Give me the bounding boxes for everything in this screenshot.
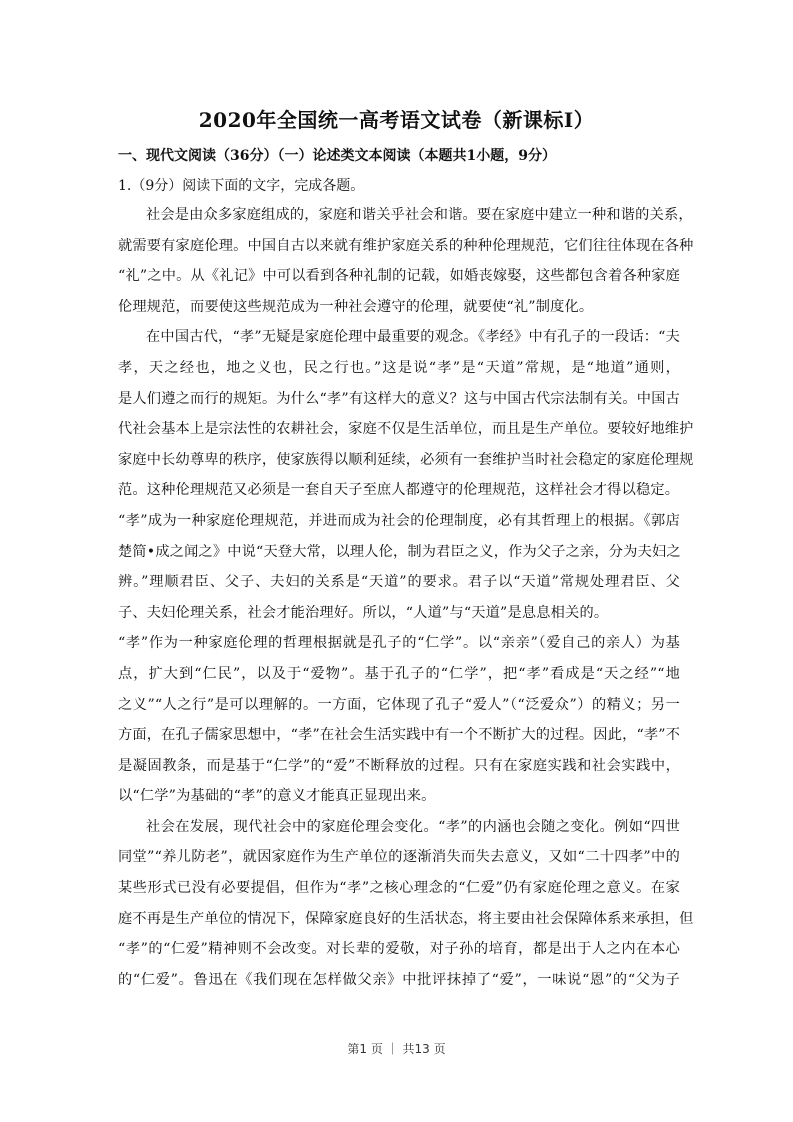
passage-line: 家庭中长幼尊卑的秩序，使家族得以顺利延续，必须有一套维护当时社会稳定的家庭伦理规 (118, 451, 694, 468)
passage-line: 是凝固教条，而是基于“仁学”的“爱”不断释放的过程。只有在家庭实践和社会实践中， (118, 757, 680, 774)
passage-line: 就需要有家庭伦理。中国自古以来就有维护家庭关系的种种伦理规范，它们往往体现在各种 (118, 237, 694, 254)
passage-line: 以“仁学”为基础的“孝”的意义才能真正显现出来。 (118, 788, 436, 805)
passage-line: 楚简•成之闻之》中说“天登大常，以理人伦，制为君臣之义，作为父子之亲，分为夫妇之 (118, 543, 681, 560)
passage-line: 点，扩大到“仁民”，以及于“爱物”。基于孔子的“仁学”，把“孝”看成是“天之经”“地 (118, 665, 680, 682)
passage-line: 之义”“人之行”是可以理解的。一方面，它体现了孔子“爱人”（“泛爱众”）的精义；另一 (118, 696, 680, 713)
passage-line: “孝”作为一种家庭伦理的哲理根据就是孔子的“仁学”。以“亲亲”（爱自己的亲人）为基 (118, 635, 680, 652)
passage-line: 方面，在孔子儒家思想中，“孝”在社会生活实践中有一个不断扩大的过程。因此，“孝”不 (118, 727, 681, 744)
passage-line: 在中国古代，“孝”无疑是家庭伦理中最重要的观念。《孝经》中有孔子的一段话：“夫 (146, 329, 680, 346)
passage-line: 社会是由众多家庭组成的，家庭和谐关乎社会和谐。要在家庭中建立一种和谐的关系， (146, 207, 693, 223)
section-heading: 一、现代文阅读（36分）（一）论述类文本阅读（本题共1小题，9分） (118, 148, 556, 164)
passage-line: 是人们遵之而行的规矩。为什么“孝”有这样大的意义？这与中国古代宗法制有关。中国古 (118, 390, 680, 407)
passage-line: “孝”成为一种家庭伦理规范，并进而成为社会的伦理制度，必有其哲理上的根据。《郭店 (118, 512, 680, 529)
passage-line: 社会在发展，现代社会中的家庭伦理会变化。“孝”的内涵也会随之变化。例如“四世 (146, 818, 680, 835)
passage-line: 孝，天之经也，地之义也，民之行也。”这是说“孝”是“天道”常规，是“地道”通则， (118, 359, 680, 376)
passage-line: 子、夫妇伦理关系，社会才能治理好。所以，“人道”与“天道”是息息相关的。 (118, 604, 609, 621)
reading-passage (118, 204, 694, 999)
passage-line: “孝”的“仁爱”精神则不会改变。对长辈的爱敬，对子孙的培育，都是出于人之内在本心 (118, 941, 680, 958)
passage-line: 庭不再是生产单位的情况下，保障家庭良好的生活状态，将主要由社会保障体系来承担，但 (118, 910, 694, 927)
passage-line: 某些形式已没有必要提倡，但作为“孝”之核心理念的“仁爱”仍有家庭伦理之意义。在家 (118, 880, 680, 897)
passage-line: 范。这种伦理规范又必须是一套自天子至庶人都遵守的伦理规范，这样社会才得以稳定。 (118, 482, 680, 499)
question-intro: 1.（9分）阅读下面的文字，完成各题。 (118, 178, 365, 194)
passage-line: 代社会基本上是宗法性的农耕社会，家庭不仅是生活单位，而且是生产单位。要较好地维护 (118, 421, 694, 438)
page-title: 2020年全国统一高考语文试卷（新课标Ⅰ） (198, 108, 595, 132)
passage-line: 的“仁爱”。鲁迅在《我们现在怎样做父亲》中批评抹掉了“爱”，一味说“恩”的“父为子 (118, 971, 680, 988)
page-number: 第1 页 ｜ 共13 页 (347, 1042, 446, 1056)
passage-line: 同堂”“养儿防老”，就因家庭作为生产单位的逐渐消失而失去意义，又如“二十四孝”中的 (118, 849, 680, 866)
passage-line: “礼”之中。从《礼记》中可以看到各种礼制的记载，如婚丧嫁娶，这些都包含着各种家庭 (118, 268, 680, 285)
passage-line: 伦理规范，而要使这些规范成为一种社会遵守的伦理，就要使“礼”制度化。 (118, 298, 594, 315)
passage-line: 辨。”理顺君臣、父子、夫妇的关系是“天道”的要求。君子以“天道”常规处理君臣、父 (118, 574, 680, 591)
